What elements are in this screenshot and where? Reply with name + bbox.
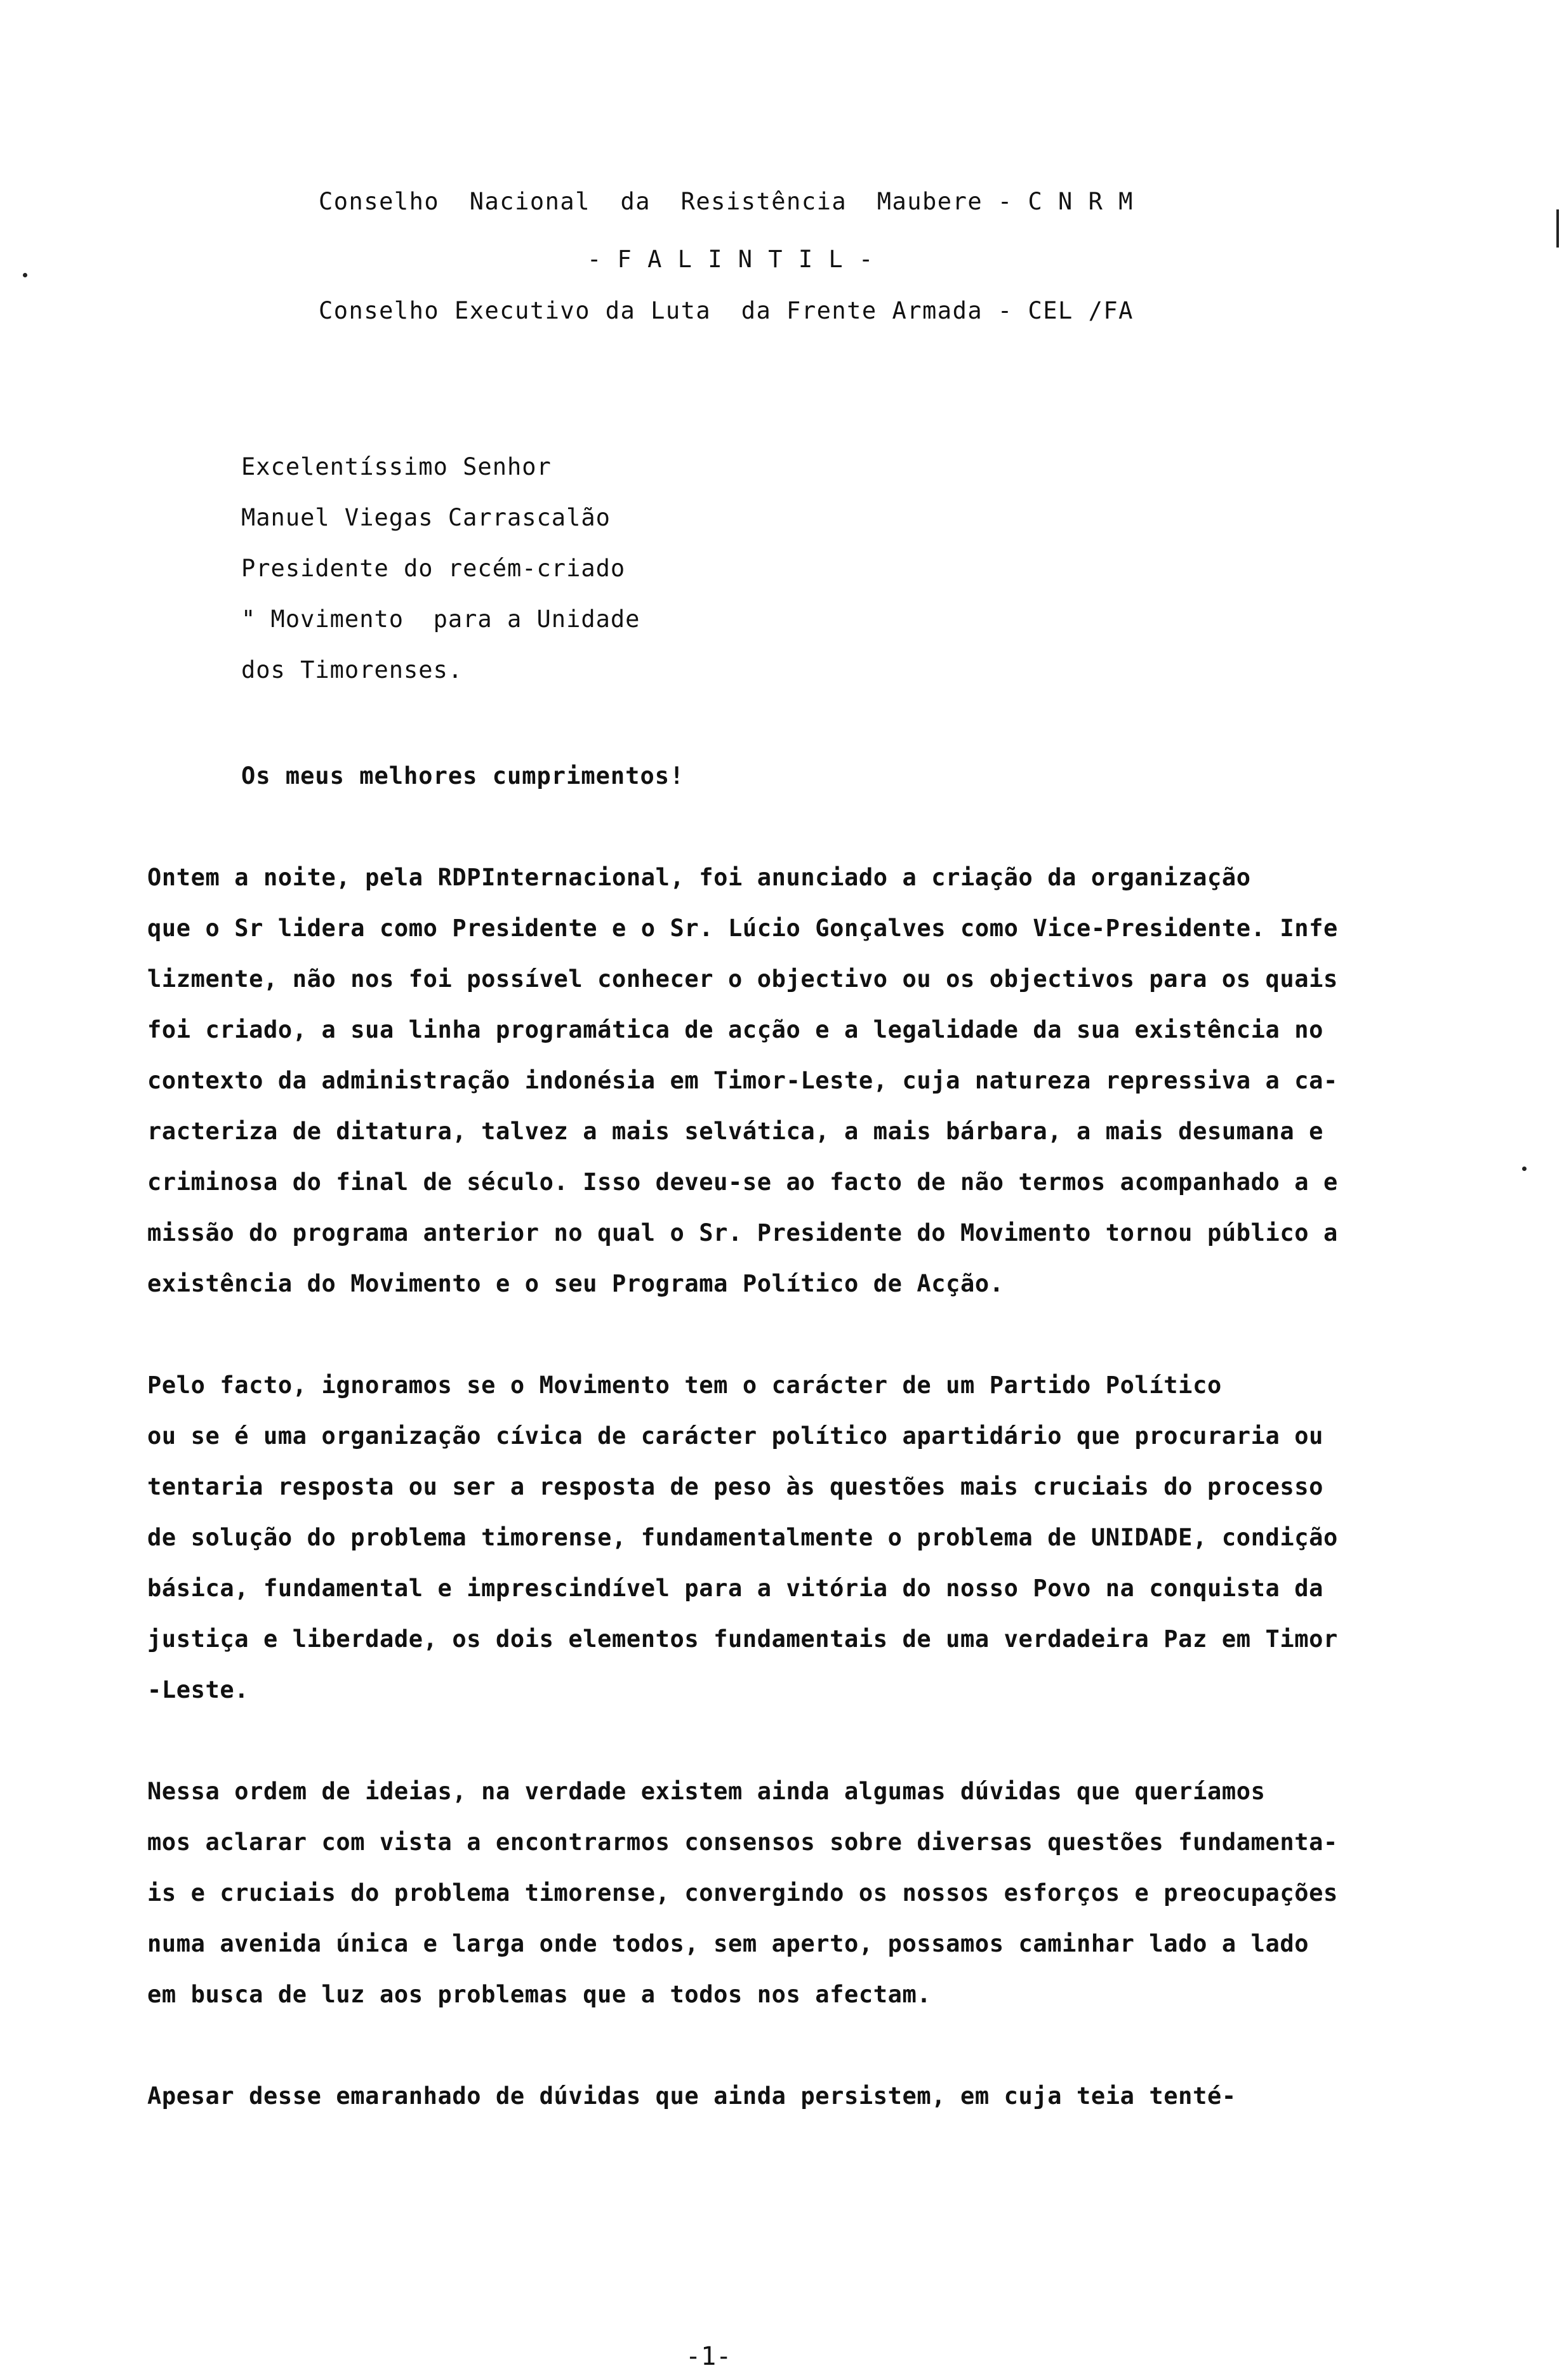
letterhead-line-2: - F A L I N T I L - <box>587 246 874 273</box>
paragraph-3-line: numa avenida única e larga onde todos, sem aperto, possamos caminhar lado a lado <box>147 1930 1309 1957</box>
letterhead-line-1: Conselho Nacional da Resistência Maubere - C N R M <box>319 188 1134 215</box>
paragraph-1-line: existência do Movimento e o seu Programa Político de Acção. <box>147 1270 1004 1297</box>
paragraph-3-line: is e cruciais do problema timorense, convergindo os nossos esforços e preocupações <box>147 1879 1338 1907</box>
address-line-2: Manuel Viegas Carrascalão <box>241 504 611 531</box>
address-line-1: Excelentíssimo Senhor <box>241 453 552 480</box>
paragraph-1-line: Ontem a noite, pela RDPInternacional, foi anunciado a criação da organização <box>147 864 1251 891</box>
scan-edge-mark <box>1556 209 1559 248</box>
paragraph-2-line: Pelo facto, ignoramos se o Movimento tem o carácter de um Partido Político <box>147 1372 1222 1399</box>
paragraph-4-line: Apesar desse emaranhado de dúvidas que ainda persistem, em cuja teia tenté- <box>147 2082 1236 2110</box>
greeting: Os meus melhores cumprimentos! <box>241 762 685 790</box>
scan-speck <box>1522 1167 1527 1171</box>
paragraph-1-line: lizmente, não nos foi possível conhecer o objectivo ou os objectivos para os quais <box>147 965 1338 993</box>
paragraph-2-line: de solução do problema timorense, fundamentalmente o problema de UNIDADE, condição <box>147 1524 1338 1551</box>
paragraph-2-line: básica, fundamental e imprescindível para a vitória do nosso Povo na conquista da <box>147 1575 1323 1602</box>
paragraph-3-line: mos aclarar com vista a encontrarmos consensos sobre diversas questões fundamenta- <box>147 1828 1338 1856</box>
address-line-5: dos Timorenses. <box>241 656 463 684</box>
address-line-3: Presidente do recém-criado <box>241 555 626 582</box>
address-line-4: " Movimento para a Unidade <box>241 605 640 633</box>
paragraph-2-line: tentaria resposta ou ser a resposta de peso às questões mais cruciais do processo <box>147 1473 1323 1500</box>
paragraph-2-line: -Leste. <box>147 1676 249 1703</box>
letterhead-line-3: Conselho Executivo da Luta da Frente Armada - CEL /FA <box>319 297 1134 324</box>
paragraph-3-line: Nessa ordem de ideias, na verdade existem ainda algumas dúvidas que queríamos <box>147 1778 1266 1805</box>
paragraph-1-line: racteriza de ditatura, talvez a mais selvática, a mais bárbara, a mais desumana e <box>147 1118 1323 1145</box>
scan-speck <box>23 273 27 277</box>
paragraph-1-line: missão do programa anterior no qual o Sr. Presidente do Movimento tornou público a <box>147 1219 1338 1246</box>
paragraph-1-line: que o Sr lidera como Presidente e o Sr. Lúcio Gonçalves como Vice-Presidente. Infe <box>147 915 1338 942</box>
paragraph-1-line: contexto da administração indonésia em Timor-Leste, cuja natureza repressiva a ca- <box>147 1067 1338 1094</box>
paragraph-2-line: ou se é uma organização cívica de carácter político apartidário que procuraria ou <box>147 1422 1323 1450</box>
paragraph-2-line: justiça e liberdade, os dois elementos fundamentais de uma verdadeira Paz em Timor <box>147 1625 1338 1653</box>
paragraph-3-line: em busca de luz aos problemas que a todos nos afectam. <box>147 1981 932 2008</box>
paragraph-1-line: criminosa do final de século. Isso deveu-se ao facto de não termos acompanhado a e <box>147 1168 1338 1196</box>
page-number: -1- <box>686 2342 732 2371</box>
paragraph-1-line: foi criado, a sua linha programática de acção e a legalidade da sua existência no <box>147 1016 1323 1043</box>
